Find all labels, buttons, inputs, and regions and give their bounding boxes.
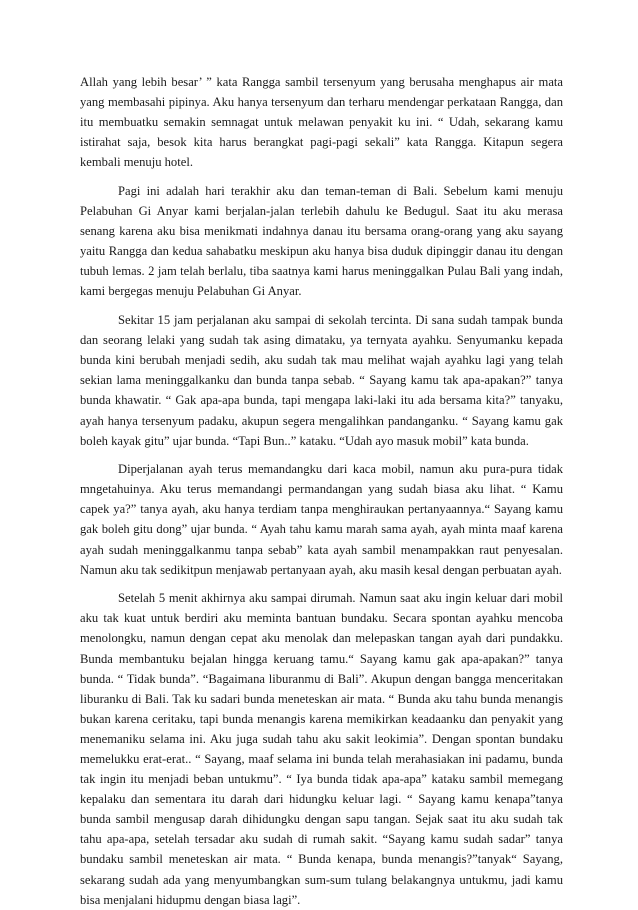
paragraph-5: Setelah 5 menit akhirnya aku sampai dirumah. Namun saat aku ingin keluar dari mobil aku tak kuat untuk berdiri aku meminta bantuan bundaku. Secara spontan ayahku mencoba menolongku, namun dengan cepat aku menolak dan melepaskan tangan ayah dari pundakku. Bunda membantuku bejalan hingga keruang tamu.“ Sayang kamu gak apa-apakan?” tanya bunda. “ Tidak bunda”. “Bagaimana liburanmu di Bali”. Akupun dengan bangga menceritakan liburanku di Bali. Tak ku sadari bunda meneteskan air mata. “ Bunda aku tahu bunda menangis bukan karena ceritaku, tapi bunda menangis karena memikirkan keadaanku dan penyakit yang menemaniku selama ini. Aku juga sudah tahu aku sakit leokimia”. Dengan spontan bundaku memelukku erat-erat.. “ Sayang, maaf selama ini bunda telah merahasiakan ini padamu, bunda tak ingin itu menjadi beban untukmu”. “ Iya bunda tidak apa-apa” kataku sambil memegang kepalaku dan sementara itu darah dari hidungku keluar lagi. “ Sayang kamu kenapa”tanya bunda sambil mengusap darah dihidungku dengan sapu tangan. Sejak saat itu aku sudah tak tahu apa-apa, setelah tersadar aku sudah di rumah sakit. “Sayang kamu sudah sadar” tanya bundaku sambil meneteskan air mata. “ Bunda kenapa, bunda menangis?”tanyak“ Sayang, sekarang sudah ada yang menyumbangkan sum-sum tulang belakangnya untukmu, jadi kamu bisa menjalani hidupmu dengan biasa lagi”. [80,591,563,907]
paragraph-1: Allah yang lebih besar’ ” kata Rangga sambil tersenyum yang berusaha menghapus air mata yang membasahi pipinya. Aku hanya tersenyum dan terharu mendengar perkataan Rangga, dan itu membuatku semakin semnagat untuk melawan penyakit ku ini. “ Udah, sekarang kamu istirahat saja, besok kita harus berangkat pagi-pagi sekali” kata Rangga. Kitapun segera kembali menuju hotel. [80,75,563,170]
paragraph-2: Pagi ini adalah hari terakhir aku dan teman-teman di Bali. Sebelum kami menuju Pelabuhan Gi Anyar kami berjalan-jalan terlebih dahulu ke Bedugul. Saat itu aku merasa senang karena aku bisa menikmati indahnya danau itu bersama orang-orang yang aku sayang yaitu Rangga dan kedua sahabatku meskipun aku hanya bisa duduk dipinggir danau itu dengan tubuh lemas. 2 jam telah berlalu, tiba saatnya kami harus meninggalkan Pulau Bali yang indah, kami bergegas menuju Pelabuhan Gi Anyar. [80,183,563,299]
paragraph-4: Diperjalanan ayah terus memandangku dari kaca mobil, namun aku pura-pura tidak mngetahuinya. Aku terus memandangi permandangan yang sudah biasa aku lihat. “ Kamu capek ya?” tanya ayah, aku hanya terdiam tanpa menghiraukan pertanyaannya.“ Sayang kamu gak boleh gitu dong” ujar bunda. “ Ayah tahu kamu marah sama ayah, ayah minta maaf karena ayah sudah meninggalkanmu tanpa sebab” kata ayah sambil menampakkan raut penyesalan. Namun aku tak sedikitpun menjawab pertanyaan ayah, aku masih kesal dengan perbuatan ayah. [80,462,563,577]
paragraph-3: Sekitar 15 jam perjalanan aku sampai di sekolah tercinta. Di sana sudah tampak bunda dan seorang lelaki yang sudah tak asing dimataku, ya ternyata ayahku. Senyumanku kepada bunda kini berubah menjadi sedih, aku sudah tak mau melihat wajah ayahku lagi yang telah sekian lama meninggalkanku dan bunda tanpa sebab. “ Sayang kamu tak apa-apakan?” tanya bunda khawatir. “ Gak apa-apa bunda, tapi mengapa laki-laki itu ada bersama kita?” tanyaku, ayah hanya tersenyum padaku, akupun segera mengalihkan pandanganku. “ Sayang kamu gak boleh kayak gitu” ujar bunda. “Tapi Bun..” kataku. “Udah ayo masuk mobil” kata bunda. [80,313,563,448]
document-page [80,72,563,910]
